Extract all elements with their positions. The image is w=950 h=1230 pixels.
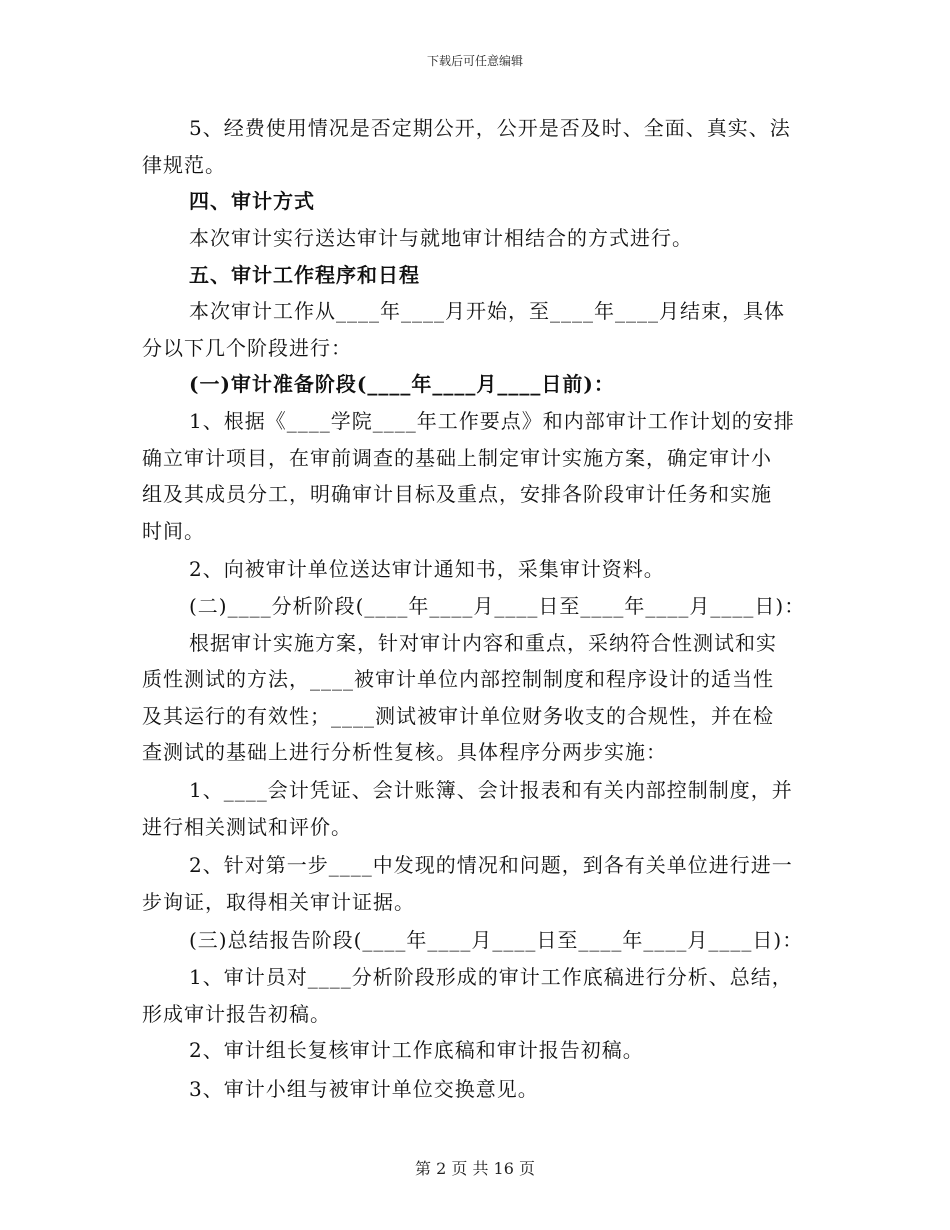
text-line: 2、向被审计单位送达审计通知书，采集审计资料。 <box>189 557 665 581</box>
text-line: 1、____会计凭证、会计账簿、会计报表和有关内部控制制度，并 <box>189 778 793 802</box>
text-line: 2、针对第一步____中发现的情况和问题，到各有关单位进行进一 <box>189 853 793 877</box>
text-line: 进行相关测试和评价。 <box>142 814 352 839</box>
text-line: 及其运行的有效性；____测试被审计单位财务收支的合规性，并在检 <box>142 703 774 728</box>
text-line: 2、审计组长复核审计工作底稿和审计报告初稿。 <box>189 1038 644 1062</box>
page-footer: 第 2 页 共 16 页 <box>415 1159 535 1178</box>
text-line: 本次审计实行送达审计与就地审计相结合的方式进行。 <box>189 226 693 250</box>
text-line: 3、审计小组与被审计单位交换意见。 <box>189 1077 539 1101</box>
text-line: 1、根据《____学院____年工作要点》和内部审计工作计划的安排 <box>189 409 795 433</box>
text-line: 质性测试的方法，____被审计单位内部控制制度和程序设计的适当性 <box>142 667 774 691</box>
page-header: 下载后可任意编辑 <box>426 54 523 68</box>
text-line: 四、审计方式 <box>189 189 315 213</box>
text-line: 律规范。 <box>142 152 226 177</box>
text-line: 根据审计实施方案，针对审计内容和重点，采纳符合性测试和实 <box>189 630 777 655</box>
text-line: 时间。 <box>142 518 205 543</box>
text-line: 组及其成员分工，明确审计目标及重点，安排各阶段审计任务和实施 <box>142 482 772 506</box>
text-line: 分以下几个阶段进行： <box>142 335 352 360</box>
text-line: (三)总结报告阶段(____年____月____日至____年____月____日)： <box>189 928 804 952</box>
text-line: (二)____分析阶段(____年____月____日至____年____月____日)： <box>189 594 806 618</box>
text-line: 本次审计工作从____年____月开始，至____年____月结束，具体 <box>189 299 785 323</box>
text-line: 查测试的基础上进行分析性复核。具体程序分两步实施： <box>142 740 667 764</box>
text-line: 形成审计报告初稿。 <box>142 1001 331 1026</box>
text-line: (一)审计准备阶段(____年____月____日前)： <box>189 372 615 396</box>
text-line: 5、经费使用情况是否定期公开，公开是否及时、全面、真实、法 <box>189 116 791 140</box>
text-line: 1、审计员对____分析阶段形成的审计工作底稿进行分析、总结， <box>189 964 793 989</box>
text-line: 确立审计项目，在审前调查的基础上制定审计实施方案，确定审计小 <box>142 445 772 470</box>
text-line: 五、审计工作程序和日程 <box>189 263 420 287</box>
text-line: 步询证，取得相关审计证据。 <box>142 889 415 914</box>
